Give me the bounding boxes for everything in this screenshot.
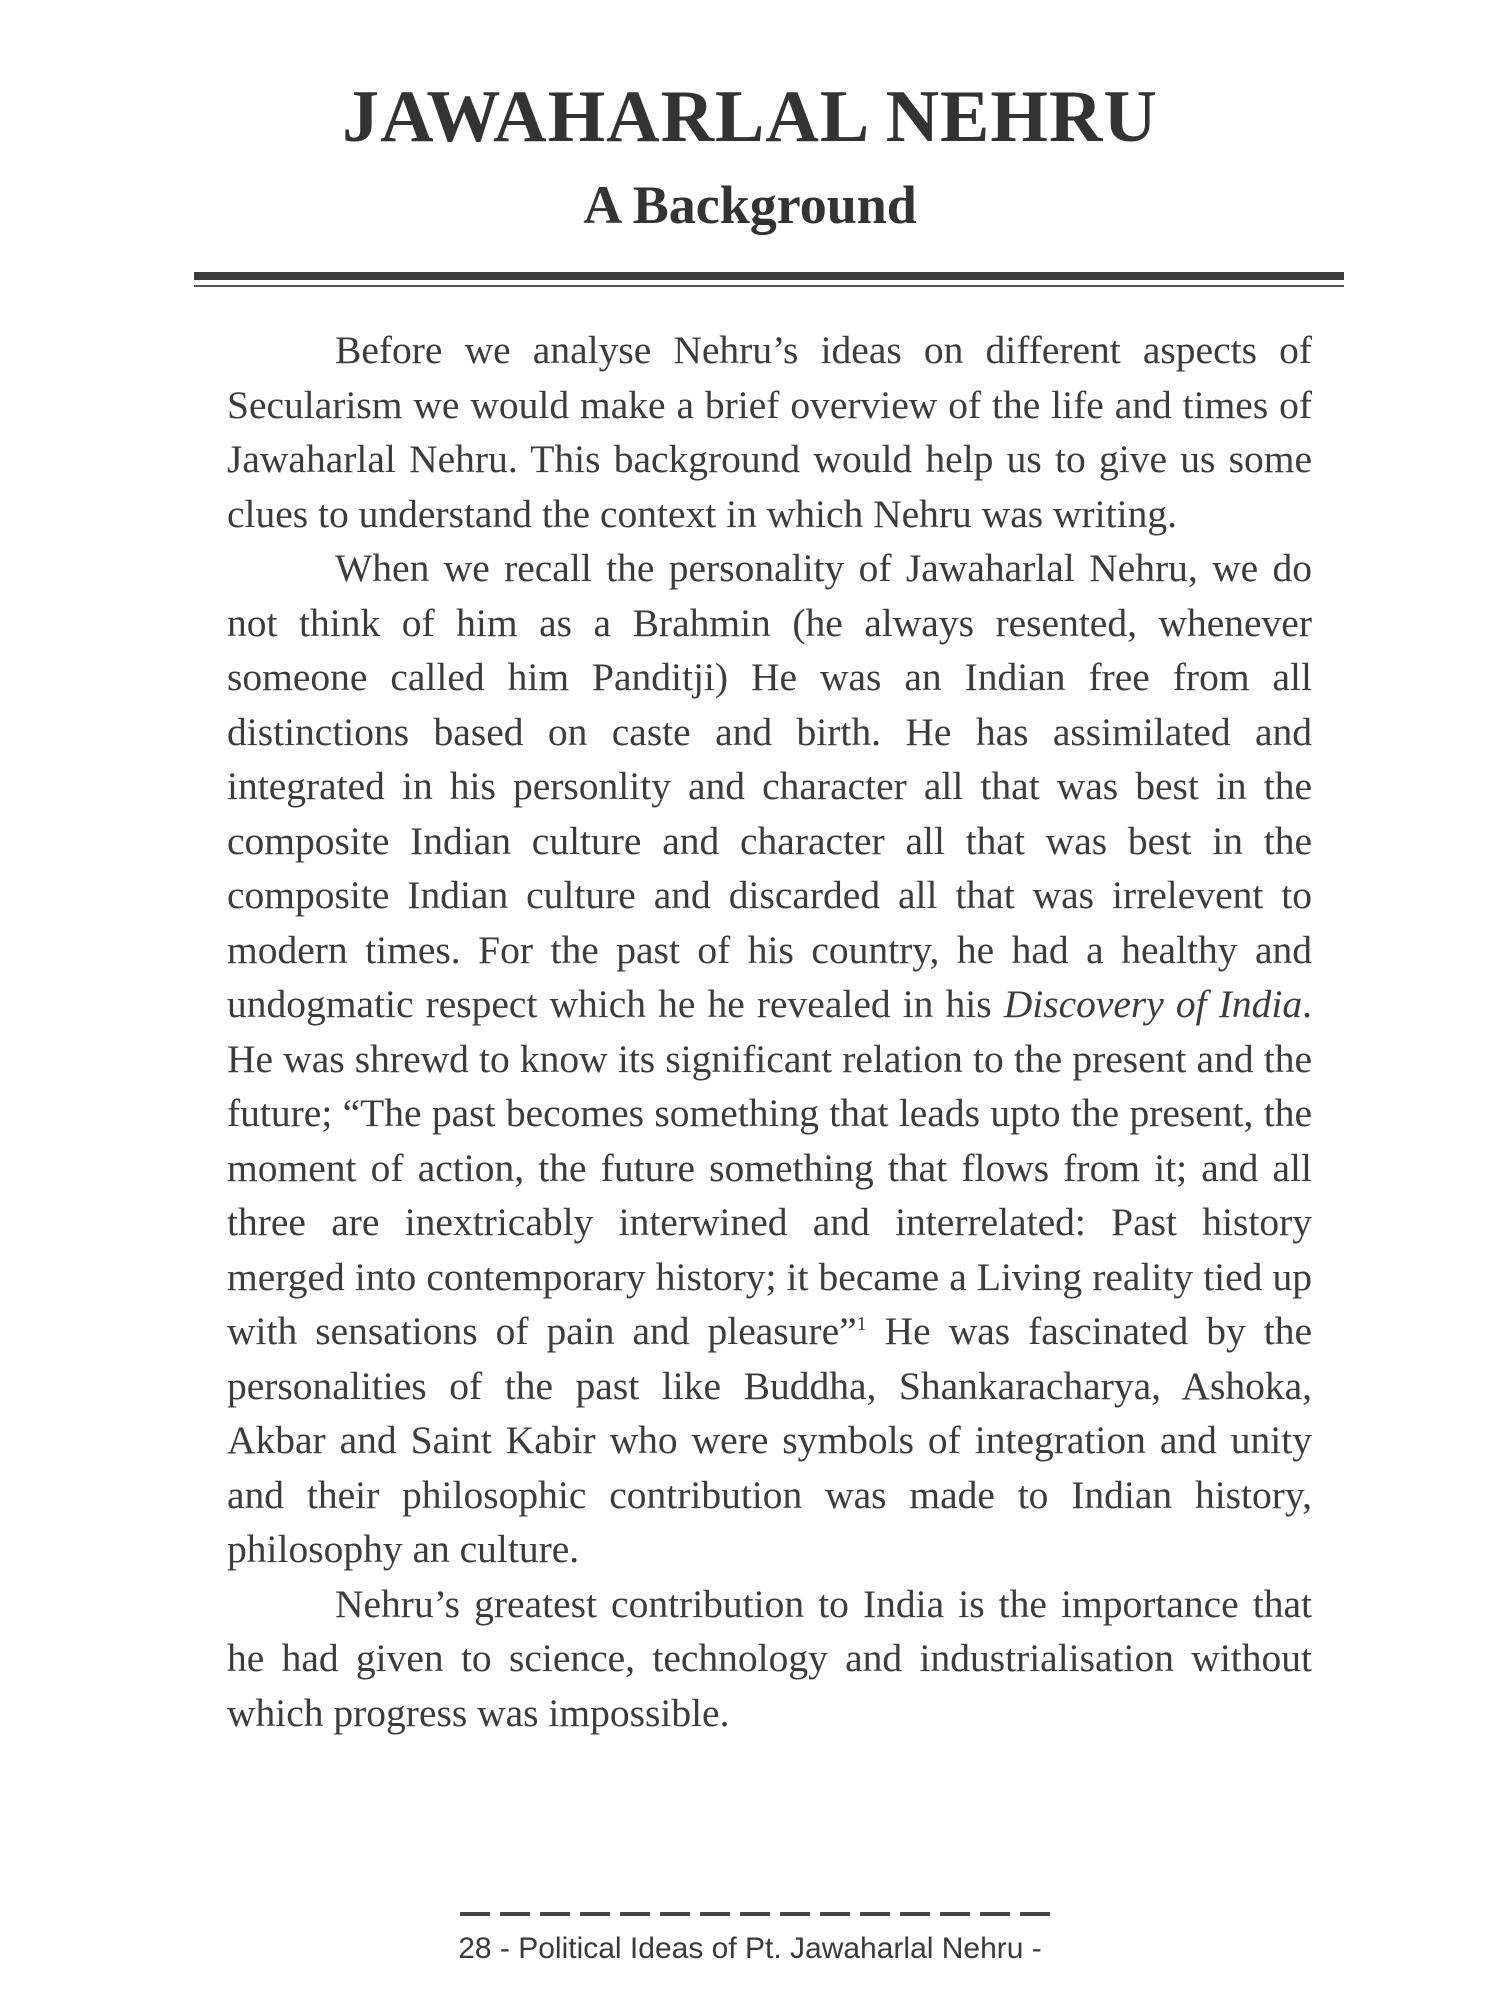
paragraph-2-text-c: He was fascinated by the personalities of the past like Buddha, Shankaracharya, Ashoka, Akbar and Saint Kabir who were symbols of integration and unity and their philosophic contribution was made to Indian history, philosophy an culture. [227, 1309, 1312, 1571]
paragraph-2-text-a: When we recall the personality of Jawaharlal Nehru, we do not think of him as a Brahmin (he always resented, whenever someone called him Panditji) He was an Indian free from all distinctions based on caste and birth. He has assimilated and integrated in his personlity and character all that was best in the composite Indian culture and character all that was best in the composite Indian culture and discarded all that was irrelevent to modern times. For the past of his country, he had a healthy and undogmatic respect which he he revealed in his [227, 546, 1312, 1026]
paragraph-3: Nehru’s greatest contribution to India is the importance that he had given to science, technology and industrialisation without which progress was impossible. [227, 1581, 1312, 1735]
paragraph-2 [227, 541, 1312, 1577]
chapter-title: JAWAHARLAL NEHRU [342, 76, 1158, 158]
paragraph-1: Before we analyse Nehru’s ideas on different aspects of Secularism we would make a brief overview of the life and times of Jawaharlal Nehru. This background would help us to give us some clues to understand the context in which Nehru was writing. [227, 328, 1312, 536]
title-rule-thick [194, 272, 1344, 280]
page-footer: 28 - Political Ideas of Pt. Jawaharlal Nehru - [458, 1932, 1042, 1965]
book-title-discovery-of-india: Discovery of India [1003, 982, 1303, 1026]
title-rule-thin [194, 285, 1344, 287]
chapter-subtitle: A Background [583, 175, 917, 235]
footnote-marker: 1 [856, 1312, 867, 1335]
footer-dashed-rule [460, 1912, 1060, 1916]
paragraph-2-text-b: . He was shrewd to know its significant relation to the present and the future; “The past becomes something that leads upto the present, the moment of action, the future something that flows from it; and all three are inextricably interwined and interrelated: Past history merged into contemporary history; it became a Living reality tied up with sensations of pain and pleasure” [227, 982, 1312, 1353]
body-text [227, 323, 1312, 1740]
